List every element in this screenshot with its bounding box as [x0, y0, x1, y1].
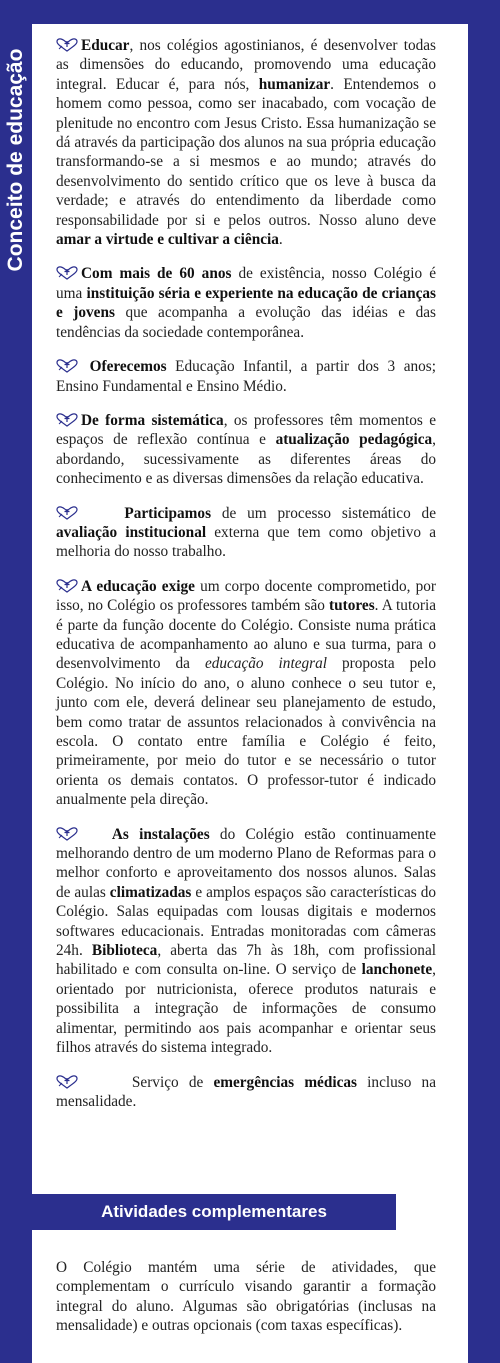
paragraph-instalacoes: As instalações do Colégio estão continuamente melhorando dentro de um moderno Plano de Reformas para o melhor conforto e aproveitamento dos nossos alunos. Salas de aulas climatizadas e amplos espaços são características do Colégio. Salas equipadas com lousas digitais e modernos softwares educacionais. Entradas monitoradas com câmeras 24h. Biblioteca, aberta das 7h às 18h, com profissional habilitado e com consulta on-line. O serviço de lanchonete, orientado por nutricionista, oferece produtos naturais e possibilita a integração de informações de consumo alimentar, permitindo aos pais acompanhar e orientar seus filhos através do sistema integrado. [56, 825, 436, 1057]
paragraph-sistematica: De forma sistemática, os professores têm momentos e espaços de reflexão contínua e atualização pedagógica, abordando, sucessivamente as diferentes áreas do conhecimento e as diversas dimensões da relação educativa. [56, 411, 436, 488]
heart-cross-icon [56, 38, 78, 52]
heart-cross-icon [56, 1075, 78, 1089]
paragraph-historia: Com mais de 60 anos de existência, nosso Colégio é uma instituição séria e experiente na educação de crianças e jovens que acompanha a evolução das idéias e das tendências da sociedade contemporânea. [56, 265, 437, 341]
top-border [32, 0, 500, 24]
paragraph-avaliacao: Participamos de um processo sistemático de avaliação institucional externa que tem como objetivo a melhoria do nosso trabalho. [56, 504, 436, 561]
right-border [468, 0, 500, 1363]
footer-paragraph: O Colégio mantém uma série de atividades, que complementam o currículo visando garantir a formação integral do aluno. Algumas são obrigatórias (inclusas na mensalidade) e outras opcionais (com taxas específicas). [56, 1259, 436, 1335]
paragraph-tutoria: A educação exige um corpo docente comprometido, por isso, no Colégio os professores também são tutores. A tutoria é parte da função docente do Colégio. Consiste numa prática educativa de acompanhamento ao aluno e sua turma, para o desenvolvimento da educação integral proposta pelo Colégio. No início do ano, o aluno conhece o seu tutor e, junto com ele, deverá delinear seu planejamento de estudo, bem como tratar de assuntos relacionados à convivência na escola. O contato entre família e Colégio é feito, primeiramente, por meio do tutor e se necessário o tutor orienta os demais contatos. O professor-tutor é indicado anualmente pela direção. [56, 577, 436, 809]
heart-cross-icon [56, 413, 78, 427]
section-title: Conceito de educação [4, 48, 27, 272]
heart-cross-icon [56, 579, 78, 593]
heart-cross-icon [56, 827, 78, 841]
heart-cross-icon [56, 266, 78, 280]
sidebar [0, 0, 32, 1363]
paragraph-educar: Educar, nos colégios agostinianos, é desenvolver todas as dimensões do educando, promovendo uma educação integral. Educar é, para nós, humanizar. Entendemos o homem como pessoa, como ser inacabado, com vocação de plenitude no encontro com Jesus Cristo. Essa humanização se dá através da participação dos alunos na sua própria educação transformando-se a si mesmos e ao mundo; através do desenvolvimento do sentido crítico que os leve à busca da verdade; e através do entendimento da liberdade como responsabilidade por si e pelos outros. Nosso aluno deve amar a virtude e cultivar a ciência. [56, 37, 436, 249]
paragraph-emergencias: Serviço de emergências médicas incluso na mensalidade. [56, 1073, 436, 1110]
main-content [56, 36, 436, 1126]
heart-cross-icon [56, 506, 78, 520]
activities-banner: Atividades complementares [32, 1194, 396, 1230]
paragraph-oferecemos: Oferecemos Educação Infantil, a partir dos 3 anos; Ensino Fundamental e Ensino Médio. [56, 358, 436, 395]
heart-cross-icon [56, 359, 78, 373]
